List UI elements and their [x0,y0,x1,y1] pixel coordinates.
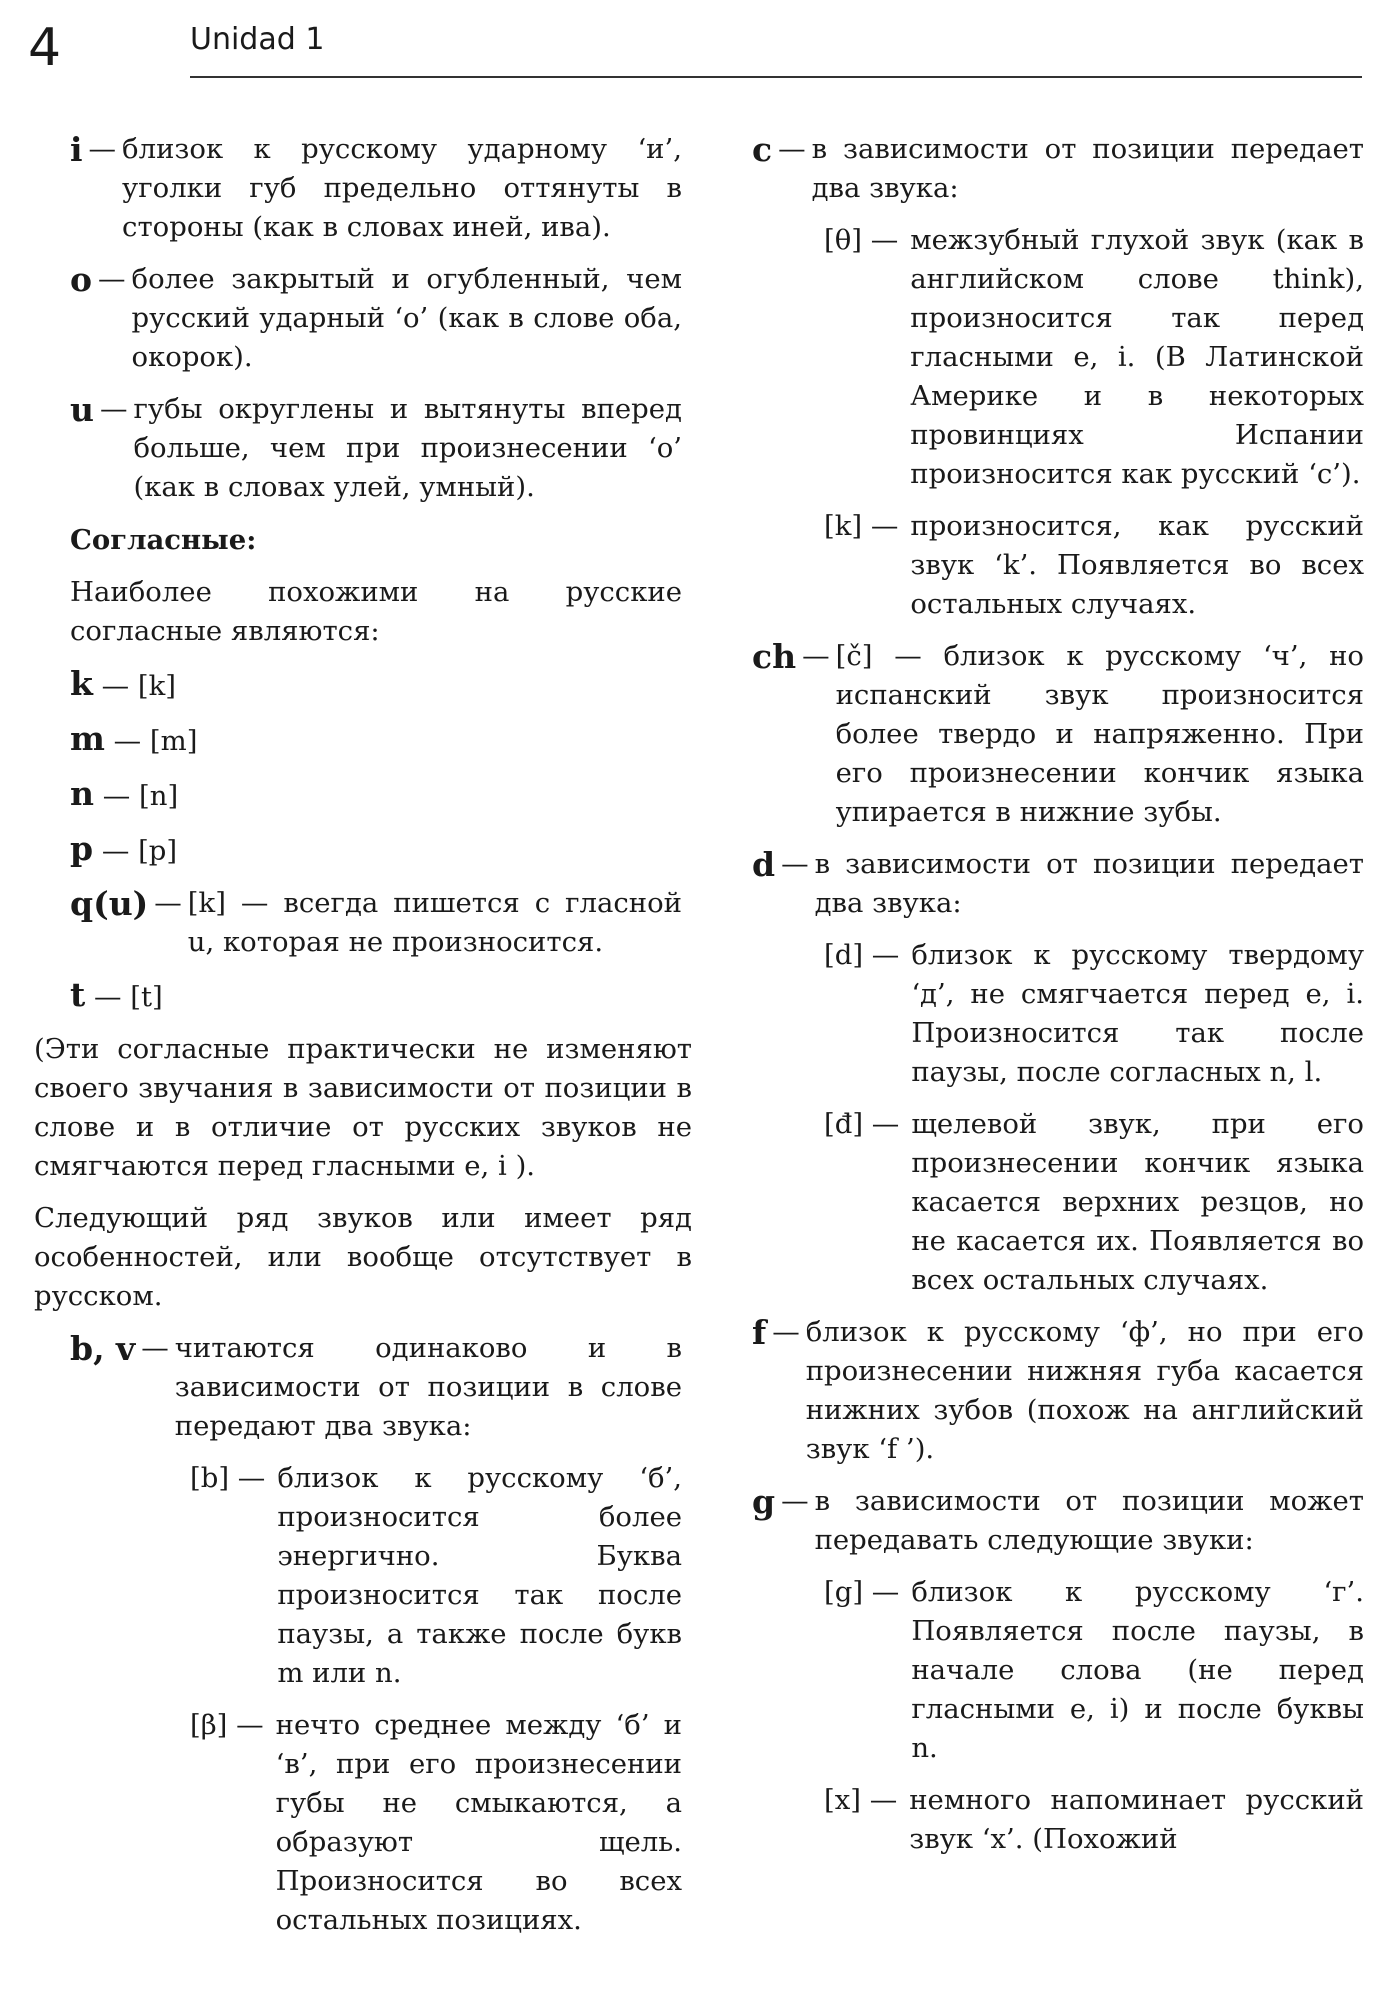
entry-key: t [70,975,86,1014]
left-column [34,130,692,1953]
sub-text: близок к русскому ‘г’. Появляется после паузы, в начале слова (не перед гласными e, i) и после буквы n. [911,1576,1364,1764]
sub-symbol: [b] — [190,1462,266,1494]
entry-text: [k] — всегда пишется с гласной u, которая не произносится. [187,887,682,958]
entry-key: p [70,829,94,868]
entry-key: q(u) [70,884,149,923]
entry-text: в зависимости от позиции передает два звука: [814,848,1364,919]
entry-text: близок к русскому ударному ‘и’, уголки губ предельно оттянуты в стороны (как в словах иней, ива). [122,133,682,243]
entry-text: близок к русскому ‘ф’, но при его произнесении нижняя губа касается нижних зубов (похож на английский звук ‘f ’). [805,1316,1364,1465]
sub-symbol: [g] — [824,1576,900,1608]
sub-text: нечто среднее между ‘б’ и ‘в’, при его произнесении губы не смыкаются, а образуют щель. Произносится во всех остальных позициях. [275,1709,682,1936]
entry-sound: [k] [137,670,176,702]
consonant-k: k — [k] [70,664,176,703]
consonant-f: f — близок к русскому ‘ф’, но при его произнесении нижняя губа касается нижних зубов (похож на английский звук ‘f ’). [752,1313,1364,1469]
sub-text: близок к русскому твердому ‘д’, не смягчается перед e, i. Произносится так после паузы, после согласных n, l. [911,939,1364,1088]
entry-sound: [n] [139,780,179,812]
sub-text: щелевой звук, при его произнесении кончик языка касается верхних резцов, но не касается их. Появляется во всех остальных случаях. [911,1108,1364,1296]
consonant-g: g — в зависимости от позиции может передавать следующие звуки: [752,1482,1364,1560]
consonant-ch: ch — [č] — близок к русскому ‘ч’, но испанский звук произносится более твердо и напряженно. При его произнесении кончик языка упирается в нижние зубы. [752,637,1364,832]
sub-text: немного напоминает русский звук ‘х’. (Похожий [909,1784,1364,1855]
entry-key: g [752,1482,776,1521]
entry-sound: [p] [138,835,178,867]
entry-key: o [70,260,93,299]
entry-key: i [70,130,83,169]
sub-text: произносится, как русский звук ‘k’. Появляется во всех остальных случаях. [910,510,1364,620]
header-rule [190,76,1362,78]
sub-symbol: [θ] — [824,224,899,256]
entry-key: ch [752,637,797,676]
entry-sound: [m] [149,725,198,757]
sub-text: межзубный глухой звук (как в английском слове think), произносится так перед гласными e, i. (В Латинской Америке и в некоторых провинциях Испании произносится как русский ‘с’). [910,224,1364,490]
vowel-entry-o: o — более закрытый и огубленный, чем русский ударный ‘о’ (как в слове оба, окорок). [70,260,682,377]
consonant-d: d — в зависимости от позиции передает два звука: [752,845,1364,923]
sub-entry-b [190,1459,682,1693]
page-number: 4 [28,18,62,78]
entry-key: k [70,664,93,703]
sub-entry-k [824,507,1364,624]
sub-entry-theta [824,221,1364,494]
entry-sound: [t] [130,981,163,1013]
sub-symbol: [x] — [824,1784,898,1816]
entry-key: u [70,390,94,429]
entry-text: в зависимости от позиции может передавать следующие звуки: [814,1485,1364,1556]
entry-text: читаются одинаково и в зависимости от позиции в слове передают два звука: [174,1332,682,1442]
vowel-entry-u: u — губы округлены и вытянуты вперед больше, чем при произнесении ‘о’ (как в словах улей, умный). [70,390,682,507]
sub-text: близок к русскому ‘б’, произносится более энергично. Буква произносится так после паузы, а также после букв m или n. [277,1462,682,1689]
sub-symbol: [d] — [824,939,900,971]
sub-entry-d [824,936,1364,1092]
consonant-n: n — [n] [70,774,179,813]
sub-symbol: [β] — [190,1709,264,1741]
entry-key: f [752,1313,767,1352]
next-sounds-intro: Следующий ряд звуков или имеет ряд особенностей, или вообще отсутствует в русском. [34,1202,692,1312]
entry-key: b, v [70,1329,136,1368]
consonant-qu: q(u) — [k] — всегда пишется с гласной u, которая не произносится. [70,884,682,962]
vowel-entry-i: i — близок к русскому ударному ‘и’, уголки губ предельно оттянуты в стороны (как в словах иней, ива). [70,130,682,247]
entry-text: [č] — близок к русскому ‘ч’, но испанский звук произносится более твердо и напряженно. При его произнесении кончик языка упирается в нижние зубы. [835,640,1364,828]
running-head: Unidad 1 [190,22,325,57]
right-column [752,130,1364,1872]
consonants-heading: Согласные: [70,524,257,556]
entry-key: d [752,845,776,884]
entry-text: более закрытый и огубленный, чем русский ударный ‘о’ (как в слове оба, окорок). [131,263,682,373]
consonants-note: (Эти согласные практически не изменяют своего звучания в зависимости от позиции в слове и в отличие от русских звуков не смягчаются перед гласными e, i ). [34,1033,692,1182]
consonant-bv: b, v — читаются одинаково и в зависимости от позиции в слове передают два звука: [70,1329,682,1446]
sub-entry-d-fricative [824,1105,1364,1300]
consonant-m: m — [m] [70,719,198,758]
consonant-c: c — в зависимости от позиции передает два звука: [752,130,1364,208]
entry-text: губы округлены и вытянуты вперед больше, чем при произнесении ‘о’ (как в словах улей, умный). [133,393,682,503]
consonant-t: t — [t] [70,975,163,1014]
entry-key: n [70,774,94,813]
consonant-p: p — [p] [70,829,178,868]
sub-entry-x [824,1781,1364,1859]
entry-text: в зависимости от позиции передает два звука: [811,133,1364,204]
entry-key: c [752,130,773,169]
sub-symbol: [đ] — [824,1108,900,1140]
sub-entry-g [824,1573,1364,1768]
consonants-intro: Наиболее похожими на русские согласные являются: [70,576,682,647]
sub-entry-beta [190,1706,682,1940]
sub-symbol: [k] — [824,510,899,542]
entry-key: m [70,719,105,758]
